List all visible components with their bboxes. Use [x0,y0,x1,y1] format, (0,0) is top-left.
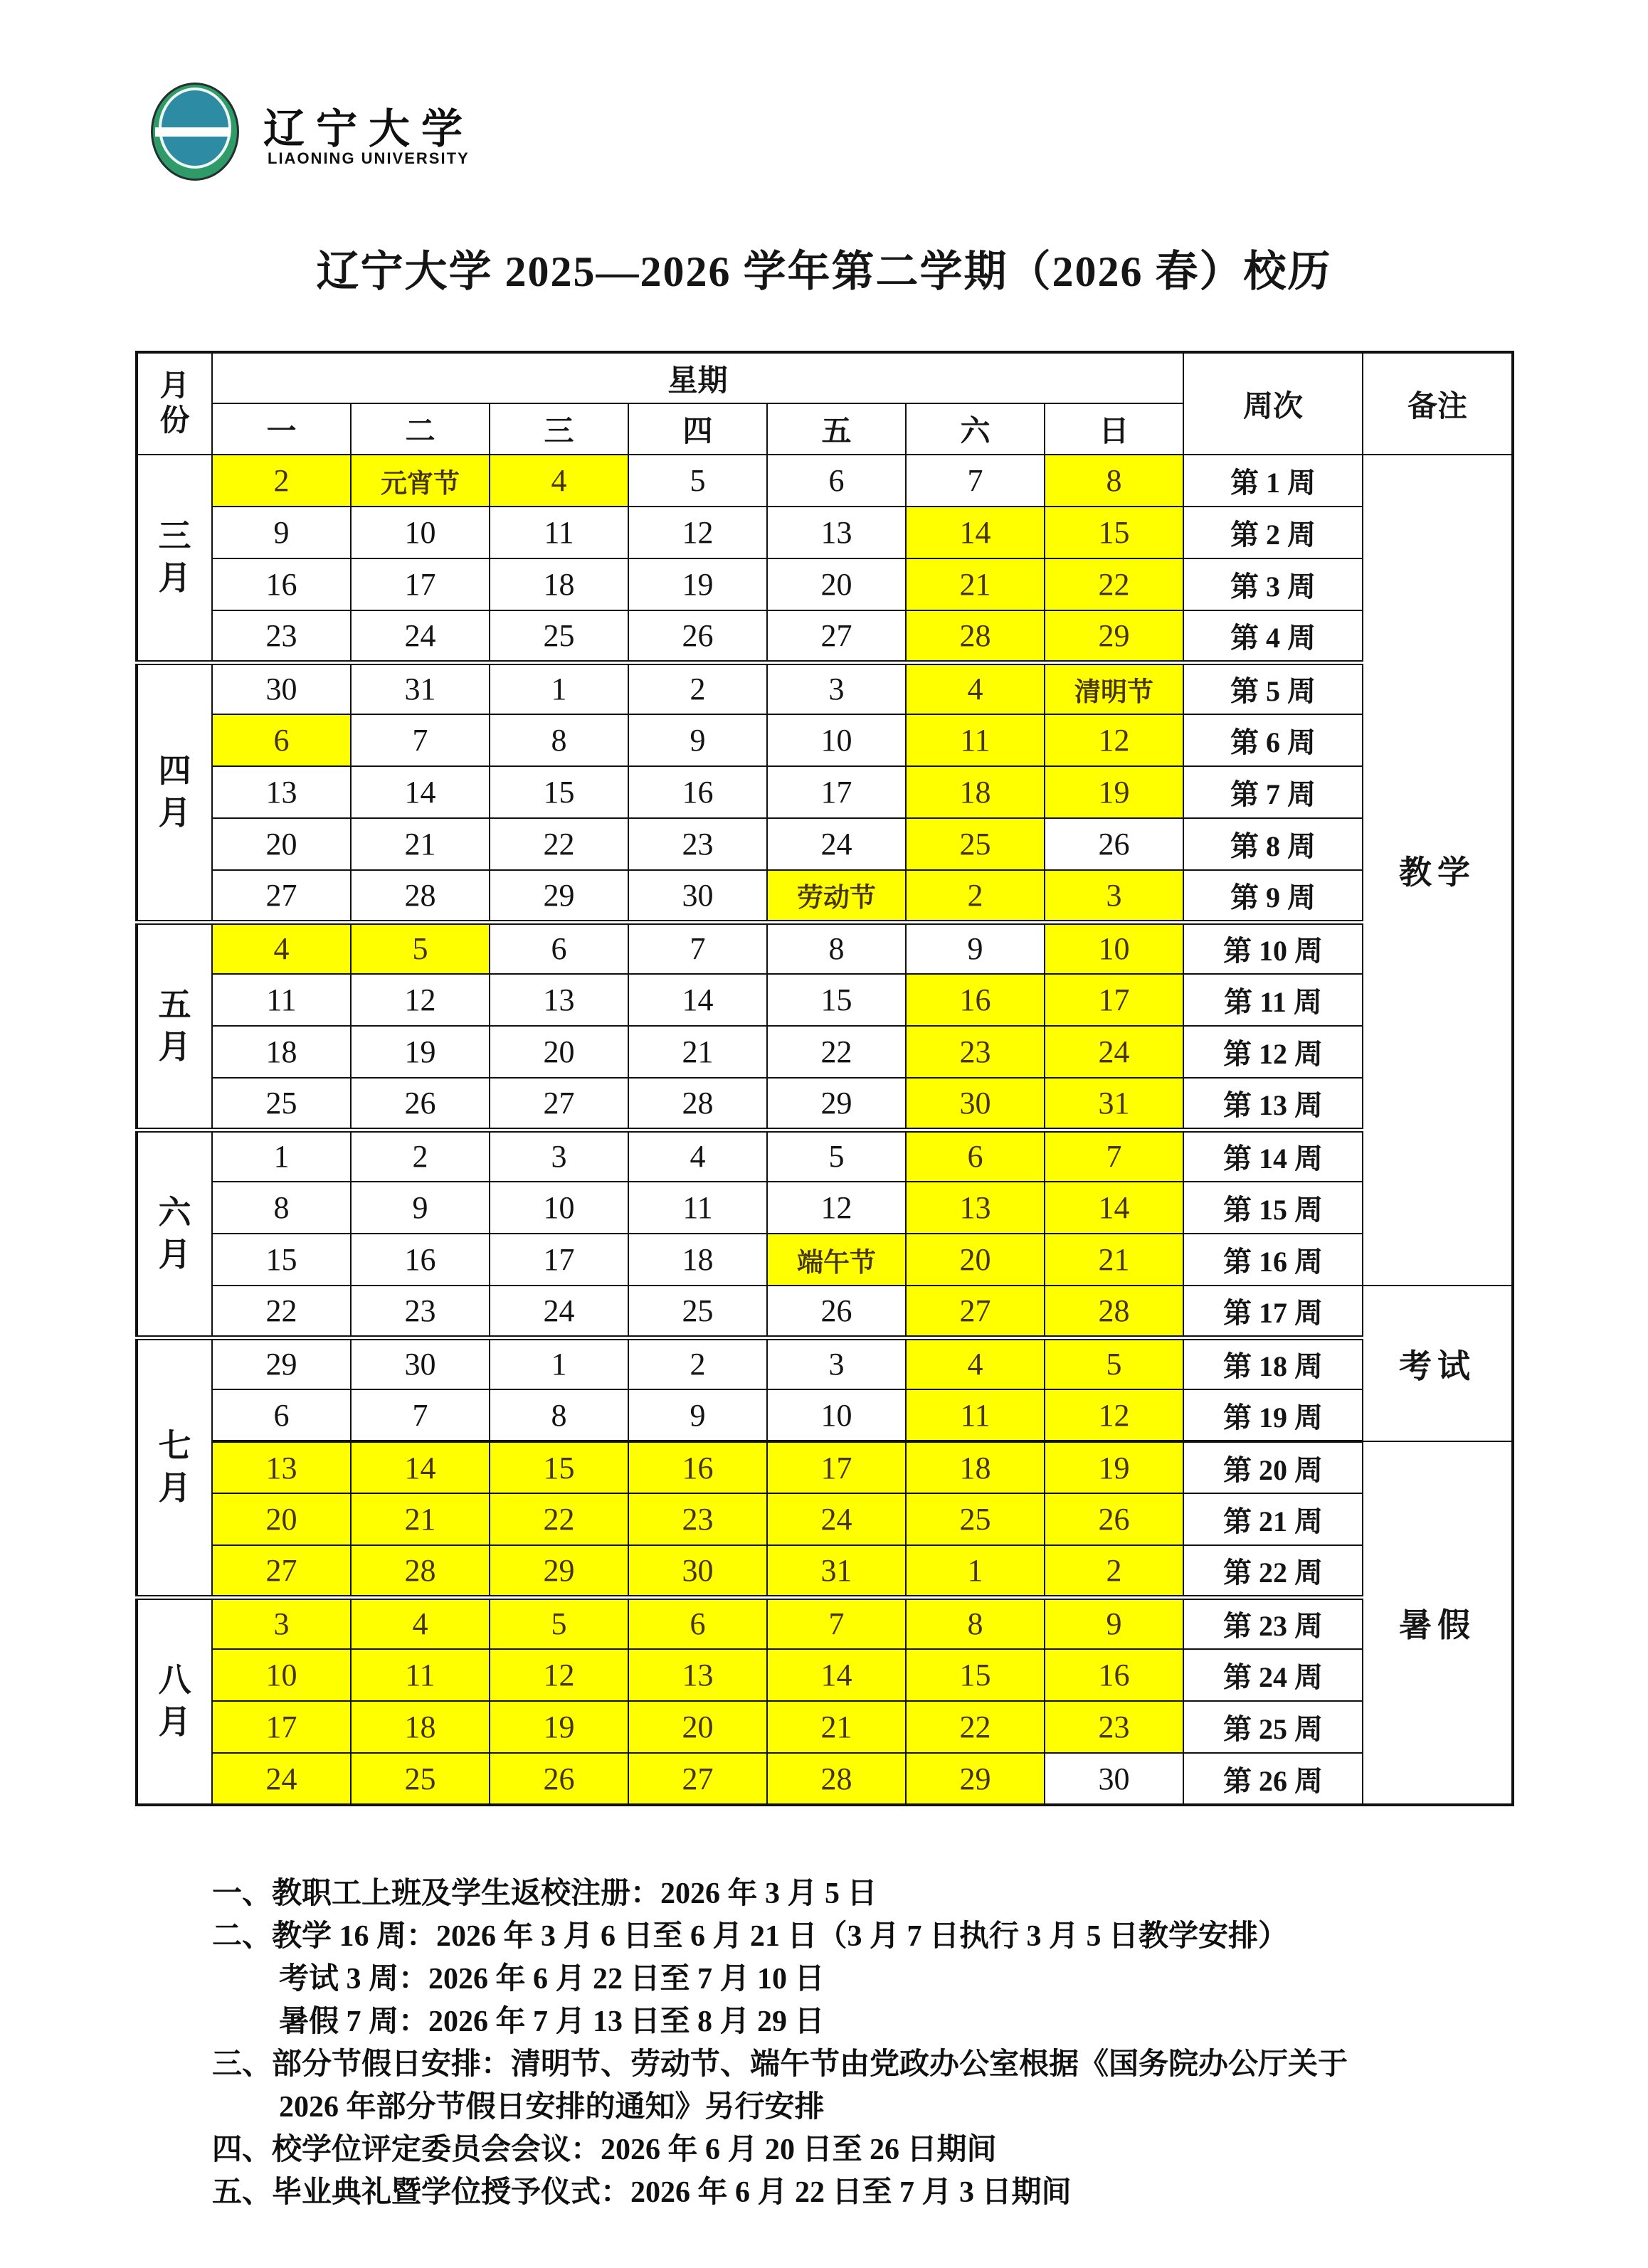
day-cell: 11 [351,1649,490,1701]
day-cell: 12 [351,974,490,1026]
header-day-name: 四 [628,403,767,455]
day-cell: 24 [767,1493,906,1545]
day-cell: 29 [767,1078,906,1130]
day-cell: 26 [1045,818,1183,870]
day-cell: 14 [628,974,767,1026]
day-cell: 27 [906,1286,1045,1337]
day-cell: 31 [1045,1078,1183,1130]
calendar-week-row [137,766,1513,818]
calendar-week-row [137,1130,1513,1182]
day-cell: 13 [767,507,906,558]
day-cell: 14 [351,766,490,818]
header-day-name: 六 [906,403,1045,455]
day-cell: 14 [351,1441,490,1493]
header-day-name: 日 [1045,403,1183,455]
header-week-group: 星期 [212,352,1183,403]
day-cell: 3 [767,662,906,714]
day-cell: 17 [490,1234,628,1286]
holiday-cell: 元宵节 [351,455,490,507]
calendar-week-row [137,1389,1513,1441]
day-cell: 23 [351,1286,490,1337]
week-number: 第 14 周 [1183,1130,1363,1182]
day-cell: 23 [212,610,351,662]
month-label: 八 月 [137,1597,212,1805]
day-cell: 27 [212,1545,351,1597]
week-number: 第 6 周 [1183,714,1363,766]
day-cell: 27 [490,1078,628,1130]
header-week-no: 周次 [1183,352,1363,455]
day-cell: 9 [212,507,351,558]
day-cell: 6 [628,1597,767,1649]
week-number: 第 10 周 [1183,922,1363,974]
day-cell: 22 [1045,558,1183,610]
day-cell: 6 [490,922,628,974]
day-cell: 23 [628,1493,767,1545]
week-number: 第 22 周 [1183,1545,1363,1597]
day-cell: 24 [212,1753,351,1805]
day-cell: 24 [1045,1026,1183,1078]
day-cell: 7 [351,714,490,766]
day-cell: 18 [351,1701,490,1753]
day-cell: 27 [767,610,906,662]
day-cell: 17 [1045,974,1183,1026]
calendar-week-row [137,1545,1513,1597]
day-cell: 15 [490,1441,628,1493]
day-cell: 20 [490,1026,628,1078]
calendar-week-row [137,922,1513,974]
day-cell: 24 [490,1286,628,1337]
day-cell: 8 [767,922,906,974]
day-cell: 11 [906,1389,1045,1441]
week-number: 第 9 周 [1183,870,1363,922]
day-cell: 22 [767,1026,906,1078]
day-cell: 18 [906,1441,1045,1493]
month-label: 三 月 [137,455,212,662]
day-cell: 29 [212,1337,351,1389]
day-cell: 6 [906,1130,1045,1182]
day-cell: 11 [906,714,1045,766]
day-cell: 25 [628,1286,767,1337]
day-cell: 15 [212,1234,351,1286]
header-month-char-1: 月 [159,370,190,403]
day-cell: 31 [351,662,490,714]
calendar-week-row [137,974,1513,1026]
week-number: 第 3 周 [1183,558,1363,610]
day-cell: 12 [628,507,767,558]
header-day-name: 二 [351,403,490,455]
day-cell: 3 [767,1337,906,1389]
day-cell: 6 [212,714,351,766]
day-cell: 10 [767,1389,906,1441]
week-number: 第 23 周 [1183,1597,1363,1649]
header-day-name: 三 [490,403,628,455]
day-cell: 17 [351,558,490,610]
day-cell: 11 [490,507,628,558]
calendar-week-row [137,610,1513,662]
logo-university-name-en: LIAONING UNIVERSITY [268,149,470,167]
day-cell: 31 [767,1545,906,1597]
calendar-week-row [137,455,1513,507]
week-number: 第 26 周 [1183,1753,1363,1805]
note-line: 考试 3 周：2026 年 6 月 22 日至 7 月 10 日 [279,1963,825,1996]
day-cell: 11 [628,1182,767,1234]
day-cell: 1 [490,662,628,714]
day-cell: 17 [212,1701,351,1753]
day-cell: 5 [767,1130,906,1182]
day-cell: 28 [351,1545,490,1597]
week-number: 第 24 周 [1183,1649,1363,1701]
day-cell: 21 [906,558,1045,610]
day-cell: 4 [906,1337,1045,1389]
month-label: 七 月 [137,1337,212,1597]
day-cell: 2 [906,870,1045,922]
calendar-week-row [137,1701,1513,1753]
day-cell: 19 [351,1026,490,1078]
day-cell: 9 [1045,1597,1183,1649]
day-cell: 15 [767,974,906,1026]
day-cell: 20 [767,558,906,610]
logo-emblem-icon [151,83,239,181]
day-cell: 24 [351,610,490,662]
remark-label: 暑假 [1363,1441,1513,1805]
day-cell: 18 [906,766,1045,818]
week-number: 第 4 周 [1183,610,1363,662]
calendar-week-row [137,1493,1513,1545]
day-cell: 19 [1045,766,1183,818]
day-cell: 17 [767,766,906,818]
day-cell: 26 [1045,1493,1183,1545]
day-cell: 28 [906,610,1045,662]
day-cell: 13 [628,1649,767,1701]
week-number: 第 7 周 [1183,766,1363,818]
day-cell: 30 [212,662,351,714]
calendar-week-row [137,662,1513,714]
day-cell: 8 [490,714,628,766]
day-cell: 3 [212,1597,351,1649]
day-cell: 19 [490,1701,628,1753]
calendar-week-row [137,1337,1513,1389]
day-cell: 2 [628,1337,767,1389]
logo-university-name-cn: 辽宁大学 [263,106,475,152]
calendar-week-row [137,1286,1513,1337]
day-cell: 26 [490,1753,628,1805]
calendar-week-row [137,507,1513,558]
day-cell: 2 [212,455,351,507]
day-cell: 25 [212,1078,351,1130]
note-line: 2026 年部分节假日安排的通知》另行安排 [279,2091,825,2124]
day-cell: 1 [212,1130,351,1182]
week-number: 第 16 周 [1183,1234,1363,1286]
day-cell: 28 [1045,1286,1183,1337]
holiday-cell: 劳动节 [767,870,906,922]
calendar-table [135,351,1514,1806]
day-cell: 12 [1045,714,1183,766]
day-cell: 2 [628,662,767,714]
day-cell: 16 [351,1234,490,1286]
day-cell: 14 [1045,1182,1183,1234]
day-cell: 13 [212,766,351,818]
day-cell: 7 [628,922,767,974]
note-line: 三、部分节假日安排：清明节、劳动节、端午节由党政办公室根据《国务院办公厅关于 [212,2048,1348,2081]
day-cell: 8 [906,1597,1045,1649]
day-cell: 7 [767,1597,906,1649]
day-cell: 10 [1045,922,1183,974]
header-day-name: 一 [212,403,351,455]
day-cell: 2 [1045,1545,1183,1597]
day-cell: 21 [628,1026,767,1078]
week-number: 第 18 周 [1183,1337,1363,1389]
header-remark: 备注 [1363,352,1513,455]
day-cell: 8 [212,1182,351,1234]
day-cell: 6 [212,1389,351,1441]
day-cell: 14 [767,1649,906,1701]
week-number: 第 5 周 [1183,662,1363,714]
day-cell: 15 [490,766,628,818]
day-cell: 27 [212,870,351,922]
day-cell: 7 [1045,1130,1183,1182]
week-number: 第 19 周 [1183,1389,1363,1441]
day-cell: 28 [767,1753,906,1805]
month-label: 四 月 [137,662,212,922]
calendar-week-row [137,1078,1513,1130]
calendar-week-row [137,1441,1513,1493]
day-cell: 16 [628,766,767,818]
header-day-name: 五 [767,403,906,455]
day-cell: 23 [628,818,767,870]
day-cell: 29 [906,1753,1045,1805]
day-cell: 22 [906,1701,1045,1753]
day-cell: 14 [906,507,1045,558]
calendar-week-row [137,1182,1513,1234]
day-cell: 12 [1045,1389,1183,1441]
day-cell: 28 [628,1078,767,1130]
day-cell: 30 [1045,1753,1183,1805]
day-cell: 23 [906,1026,1045,1078]
day-cell: 21 [767,1701,906,1753]
day-cell: 13 [906,1182,1045,1234]
day-cell: 12 [767,1182,906,1234]
day-cell: 13 [212,1441,351,1493]
day-cell: 15 [906,1649,1045,1701]
day-cell: 7 [351,1389,490,1441]
day-cell: 18 [490,558,628,610]
remark-label: 教学 [1363,455,1513,1286]
calendar-week-row [137,818,1513,870]
day-cell: 1 [906,1545,1045,1597]
day-cell: 20 [906,1234,1045,1286]
day-cell: 20 [628,1701,767,1753]
calendar-week-row [137,714,1513,766]
day-cell: 21 [1045,1234,1183,1286]
day-cell: 20 [212,818,351,870]
remark-label: 考试 [1363,1286,1513,1441]
logo-band [155,127,231,137]
day-cell: 16 [1045,1649,1183,1701]
day-cell: 30 [628,870,767,922]
day-cell: 30 [906,1078,1045,1130]
day-cell: 1 [490,1337,628,1389]
day-cell: 29 [1045,610,1183,662]
day-cell: 4 [490,455,628,507]
day-cell: 26 [628,610,767,662]
day-cell: 19 [1045,1441,1183,1493]
week-number: 第 11 周 [1183,974,1363,1026]
note-line: 一、教职工上班及学生返校注册：2026 年 3 月 5 日 [212,1877,877,1910]
week-number: 第 12 周 [1183,1026,1363,1078]
month-label: 六 月 [137,1130,212,1337]
day-cell: 23 [1045,1701,1183,1753]
day-cell: 9 [351,1182,490,1234]
day-cell: 13 [490,974,628,1026]
day-cell: 4 [628,1130,767,1182]
day-cell: 26 [351,1078,490,1130]
day-cell: 29 [490,1545,628,1597]
week-number: 第 1 周 [1183,455,1363,507]
day-cell: 7 [906,455,1045,507]
day-cell: 25 [906,1493,1045,1545]
calendar-week-row [137,870,1513,922]
day-cell: 22 [212,1286,351,1337]
day-cell: 16 [212,558,351,610]
week-number: 第 20 周 [1183,1441,1363,1493]
week-number: 第 17 周 [1183,1286,1363,1337]
day-cell: 3 [490,1130,628,1182]
day-cell: 5 [490,1597,628,1649]
university-logo [149,80,591,194]
day-cell: 5 [628,455,767,507]
day-cell: 16 [628,1441,767,1493]
day-cell: 4 [212,922,351,974]
day-cell: 16 [906,974,1045,1026]
day-cell: 29 [490,870,628,922]
calendar-week-row [137,1753,1513,1805]
day-cell: 9 [628,714,767,766]
calendar-week-row [137,1234,1513,1286]
week-number: 第 21 周 [1183,1493,1363,1545]
day-cell: 5 [1045,1337,1183,1389]
day-cell: 9 [906,922,1045,974]
day-cell: 25 [490,610,628,662]
week-number: 第 2 周 [1183,507,1363,558]
day-cell: 21 [351,818,490,870]
day-cell: 5 [351,922,490,974]
day-cell: 22 [490,818,628,870]
day-cell: 6 [767,455,906,507]
day-cell: 4 [906,662,1045,714]
day-cell: 8 [1045,455,1183,507]
calendar-week-row [137,558,1513,610]
day-cell: 18 [212,1026,351,1078]
note-line: 四、校学位评定委员会会议：2026 年 6 月 20 日至 26 日期间 [212,2134,997,2166]
week-number: 第 15 周 [1183,1182,1363,1234]
calendar-body [137,455,1513,1805]
week-number: 第 13 周 [1183,1078,1363,1130]
day-cell: 8 [490,1389,628,1441]
day-cell: 12 [490,1649,628,1701]
day-cell: 2 [351,1130,490,1182]
holiday-cell: 端午节 [767,1234,906,1286]
day-cell: 18 [628,1234,767,1286]
note-line: 暑假 7 周：2026 年 7 月 13 日至 8 月 29 日 [279,2005,825,2038]
day-cell: 30 [628,1545,767,1597]
day-cell: 15 [1045,507,1183,558]
day-cell: 27 [628,1753,767,1805]
calendar-week-row [137,1026,1513,1078]
day-cell: 4 [351,1597,490,1649]
day-cell: 20 [212,1493,351,1545]
calendar-week-row [137,1597,1513,1649]
day-cell: 10 [490,1182,628,1234]
day-cell: 30 [351,1337,490,1389]
page-title: 辽宁大学 2025—2026 学年第二学期（2026 春）校历 [316,248,1332,295]
note-line: 二、教学 16 周：2026 年 3 月 6 日至 6 月 21 日（3 月 7 日执行 3 月 5 日教学安排） [212,1920,1289,1953]
header-month-char-2: 份 [159,404,190,438]
day-cell: 26 [767,1286,906,1337]
day-cell: 10 [212,1649,351,1701]
calendar-week-row [137,1649,1513,1701]
header-month [137,352,212,455]
day-cell: 25 [351,1753,490,1805]
day-cell: 10 [351,507,490,558]
day-cell: 11 [212,974,351,1026]
holiday-cell: 清明节 [1045,662,1183,714]
note-line: 五、毕业典礼暨学位授予仪式：2026 年 6 月 22 日至 7 月 3 日期间 [212,2176,1072,2209]
day-cell: 3 [1045,870,1183,922]
day-cell: 25 [906,818,1045,870]
week-number: 第 8 周 [1183,818,1363,870]
week-number: 第 25 周 [1183,1701,1363,1753]
day-cell: 28 [351,870,490,922]
day-cell: 10 [767,714,906,766]
day-cell: 21 [351,1493,490,1545]
month-label: 五 月 [137,922,212,1130]
day-cell: 24 [767,818,906,870]
day-cell: 19 [628,558,767,610]
day-cell: 17 [767,1441,906,1493]
day-cell: 22 [490,1493,628,1545]
day-cell: 9 [628,1389,767,1441]
notes [212,1872,1348,2214]
